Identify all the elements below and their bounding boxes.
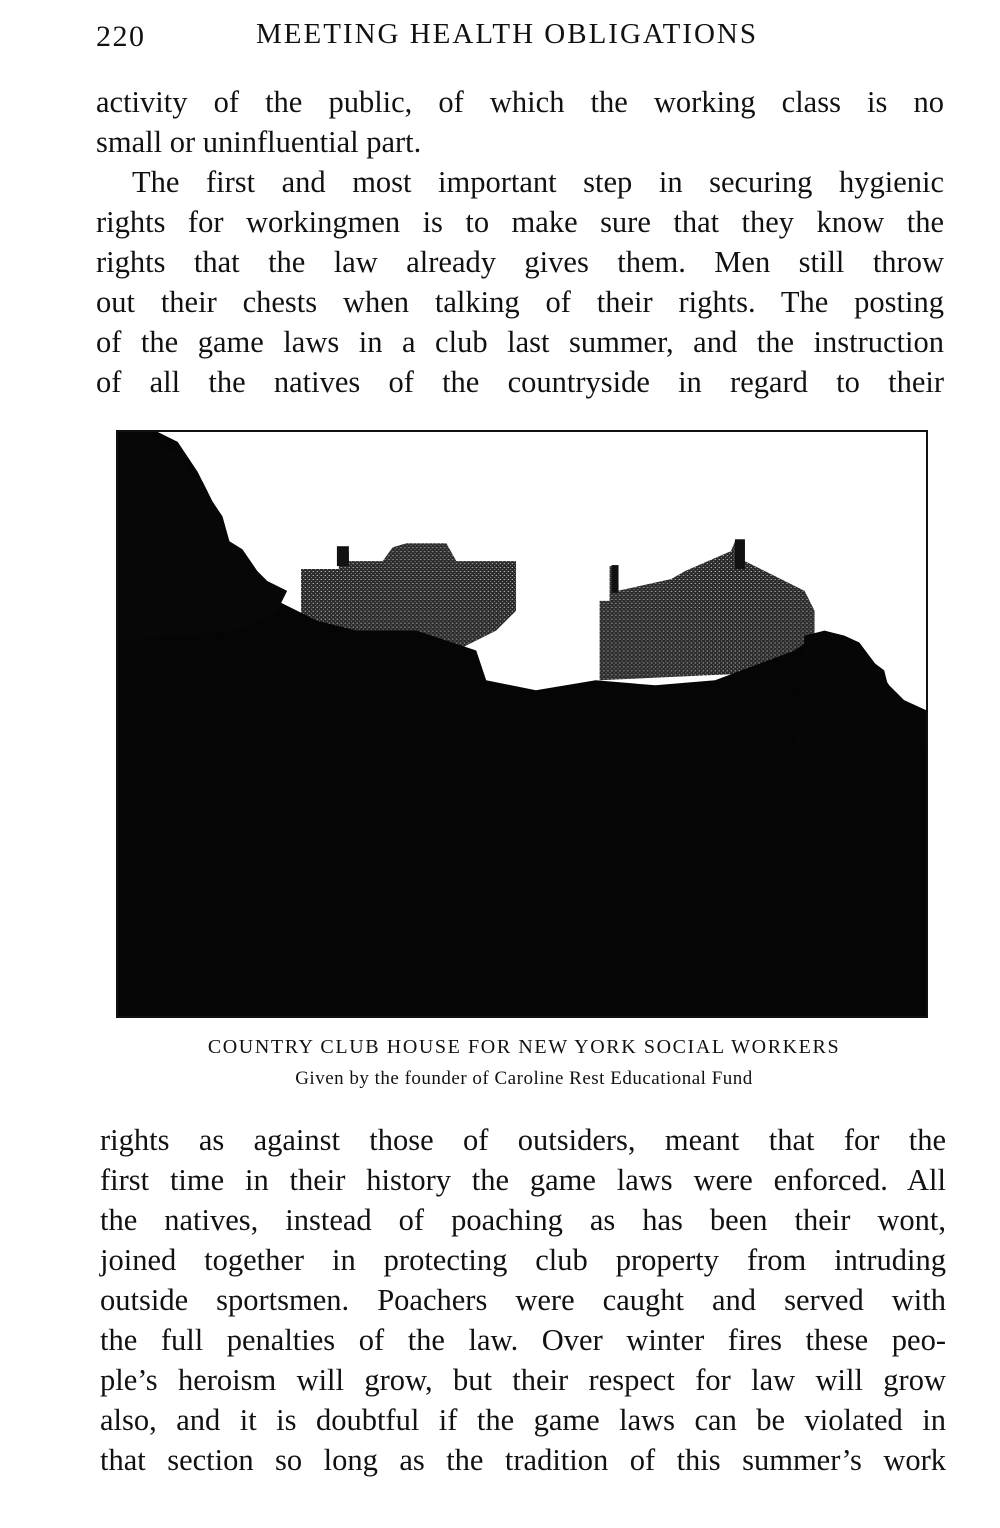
paragraph-block-top <box>96 82 944 402</box>
text-line: joined together in protecting club property from intruding <box>100 1243 946 1277</box>
text-line: the natives, instead of poaching as has been their wont, <box>100 1203 946 1237</box>
text-line: small or uninfluential part. <box>96 125 422 159</box>
running-title: MEETING HEALTH OBLIGATIONS <box>256 18 758 50</box>
text-line: that section so long as the tradition of this summer’s work <box>100 1443 946 1477</box>
running-head <box>96 14 944 58</box>
text-line: rights for workingmen is to make sure that they know the <box>96 205 944 239</box>
photo-graphic <box>118 432 926 1016</box>
text-line: rights that the law already gives them. Men still throw <box>96 245 944 279</box>
text-line: out their chests when talking of their rights. The posting <box>96 285 944 319</box>
text-line: rights as against those of outsiders, meant that for the <box>100 1123 946 1157</box>
figure-caption-subtitle: Given by the founder of Caroline Rest Educational Fund <box>295 1068 753 1089</box>
text-line: outside sportsmen. Poachers were caught and served with <box>100 1283 946 1317</box>
text-line: of the game laws in a club last summer, and the instruction <box>96 325 944 359</box>
text-line: first time in their history the game laws were enforced. All <box>100 1163 946 1197</box>
text-line: activity of the public, of which the working class is no <box>96 85 944 119</box>
page-number: 220 <box>96 20 146 53</box>
paragraph-block-bottom <box>100 1120 946 1480</box>
figure-caption-title: COUNTRY CLUB HOUSE FOR NEW YORK SOCIAL WORKERS <box>207 1036 841 1058</box>
text-line: the full penalties of the law. Over winter fires these peo- <box>100 1323 946 1357</box>
text-line: also, and it is doubtful if the game laws can be violated in <box>100 1403 946 1437</box>
text-line: The first and most important step in securing hygienic <box>132 165 944 199</box>
text-line: ple’s heroism will grow, but their respect for law will grow <box>100 1363 946 1397</box>
clubhouse-photograph <box>116 430 928 1018</box>
text-line: of all the natives of the countryside in regard to their <box>96 365 944 399</box>
